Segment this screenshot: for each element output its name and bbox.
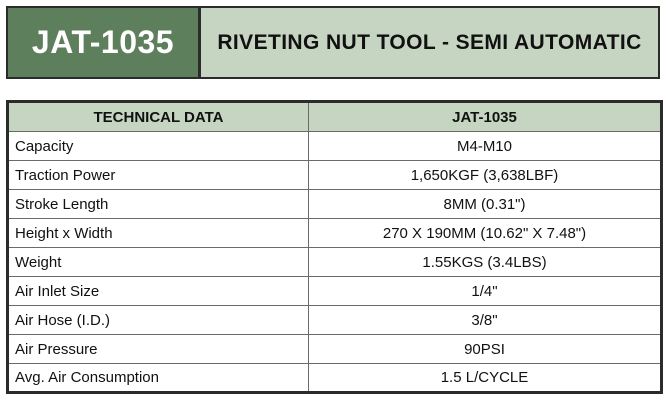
row-value: 1,650KGF (3,638LBF)	[309, 161, 662, 190]
row-value: 3/8"	[309, 306, 662, 335]
row-label: Traction Power	[8, 161, 309, 190]
table-row	[8, 306, 662, 335]
product-title: RIVETING NUT TOOL - SEMI AUTOMATIC	[201, 8, 658, 77]
row-label: Air Inlet Size	[8, 277, 309, 306]
table-row	[8, 248, 662, 277]
column-header-technical-data: TECHNICAL DATA	[8, 102, 309, 132]
model-number: JAT-1035	[8, 8, 201, 77]
row-label: Height x Width	[8, 219, 309, 248]
row-value: 90PSI	[309, 335, 662, 364]
column-header-model: JAT-1035	[309, 102, 662, 132]
row-label: Air Pressure	[8, 335, 309, 364]
table-row	[8, 219, 662, 248]
table-row	[8, 335, 662, 364]
table-header-row	[8, 102, 662, 132]
row-label: Avg. Air Consumption	[8, 364, 309, 393]
row-value: 1.5 L/CYCLE	[309, 364, 662, 393]
row-label: Air Hose (I.D.)	[8, 306, 309, 335]
row-value: 270 X 190MM (10.62" X 7.48")	[309, 219, 662, 248]
row-value: 1/4"	[309, 277, 662, 306]
row-value: 1.55KGS (3.4LBS)	[309, 248, 662, 277]
technical-data-table	[6, 100, 663, 394]
table-row	[8, 190, 662, 219]
table-row	[8, 161, 662, 190]
table-row	[8, 277, 662, 306]
row-value: M4-M10	[309, 132, 662, 161]
header-banner	[6, 6, 660, 79]
table-row	[8, 132, 662, 161]
row-value: 8MM (0.31")	[309, 190, 662, 219]
row-label: Stroke Length	[8, 190, 309, 219]
row-label: Capacity	[8, 132, 309, 161]
row-label: Weight	[8, 248, 309, 277]
table-row	[8, 364, 662, 393]
